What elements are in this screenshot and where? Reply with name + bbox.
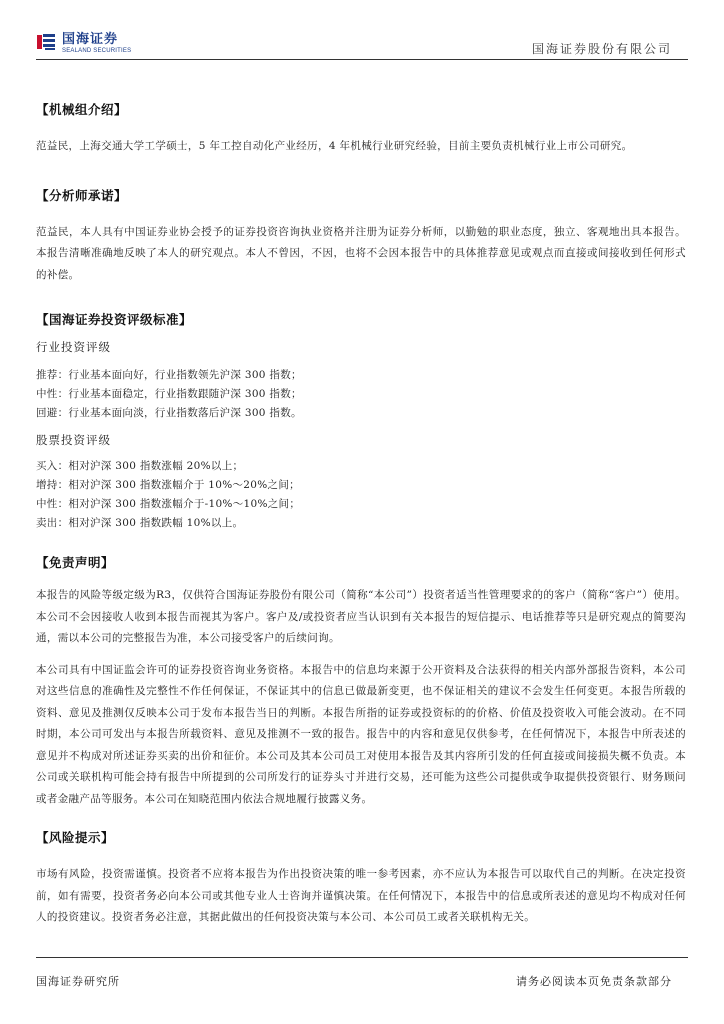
company-name: 国海证券股份有限公司 — [531, 42, 672, 56]
page-header — [0, 0, 724, 64]
disclaimer-paragraph-2: 本公司具有中国证监会许可的证券投资咨询业务资格。本报告中的信息均来源于公开资料及合法获得的相关内部外部报告资料，本公司对这些信息的准确性及完整性不作任何保证，不保证其中的信息已做最新变更，也不保证相关的建议不会发生任何变更。本报告所载的资料、意见及推测仅反映本公司于发布本报告当日的判断。本报告所指的证券或投资标的的价格、价值及投资收入可能会波动。在不同时期，本公司可发出与本报告所载资料、意见及推测不一致的报告。报告中的内容和意见仅供参考，在任何情况下，本报告中所表述的意见并不构成对所述证券买卖的出价和征价。本公司及其本公司员工对使用本报告及其内容所引发的任何直接或间接损失概不负责。本公司或关联机构可能会持有报告中所提到的公司所发行的证券头寸并进行交易，还可能为这些公司提供或争取提供投资银行、财务顾问或者金融产品等服务。本公司在知晓范围内依法合规地履行披露义务。 — [36, 663, 686, 805]
sealand-logo-icon — [36, 33, 56, 51]
disclaimer-section-title: 【免责声明】 — [36, 555, 115, 570]
industry-rating-item: 推荐：行业基本面向好，行业指数领先沪深 300 指数； — [36, 369, 302, 381]
footer-divider — [36, 957, 688, 958]
team-section — [36, 100, 686, 158]
risk-section — [36, 828, 686, 929]
team-section-title: 【机械组介绍】 — [36, 102, 128, 117]
rating-section-title: 【国海证券投资评级标准】 — [36, 312, 193, 327]
team-section-text: 范益民，上海交通大学工学硕士，5 年工控自动化产业经历，4 年机械行业研究经验，目前主要负责机械行业上市公司研究。 — [36, 140, 633, 152]
stock-rating-title: 股票投资评级 — [36, 433, 111, 447]
industry-rating-item: 中性：行业基本面稳定，行业指数跟随沪深 300 指数； — [36, 388, 302, 400]
page-content — [36, 100, 686, 929]
logo-chinese-name: 国海证券 — [62, 32, 119, 47]
industry-rating-item: 回避：行业基本面向淡，行业指数落后沪深 300 指数。 — [36, 407, 302, 419]
stock-rating-item: 增持：相对沪深 300 指数涨幅介于 10%～20%之间； — [36, 479, 300, 491]
analyst-section-text: 范益民，本人具有中国证券业协会授予的证券投资咨询执业资格并注册为证券分析师，以勤勉的职业态度，独立、客观地出具本报告。本报告清晰准确地反映了本人的研究观点。本人不曾因，不因，也将不会因本报告中的具体推荐意见或观点而直接或间接收到任何形式的补偿。 — [36, 225, 686, 281]
footer-institute: 国海证券研究所 — [36, 975, 120, 988]
industry-rating-title: 行业投资评级 — [36, 340, 111, 354]
analyst-section — [36, 186, 686, 287]
disclaimer-paragraph-1: 本报告的风险等级定级为R3，仅供符合国海证券股份有限公司（简称“本公司”）投资者适当性管理要求的的客户（简称“客户”）使用。本公司不会因接收人收到本报告而视其为客户。客户及/或投资者应当认识到有关本报告的短信提示、电话推荐等只是研究观点的简要沟通，需以本公司的完整报告为准，本公司接受客户的后续问询。 — [36, 589, 686, 644]
analyst-section-title: 【分析师承诺】 — [36, 187, 128, 203]
footer-notice: 请务必阅读本页免责条款部分 — [516, 975, 672, 988]
stock-rating-item: 卖出：相对沪深 300 指数跌幅 10%以上。 — [36, 517, 244, 529]
risk-section-text: 市场有风险，投资需谨慎。投资者不应将本报告为作出投资决策的唯一参考因素，亦不应认为本报告可以取代自己的判断。在决定投资前，如有需要，投资者务必向本公司或其他专业人士咨询并谨慎决策。在任何情况下，本报告中的信息或所表述的意见均不构成对任何人的投资建议。投资者务必注意，其据此做出的任何投资决策与本公司、本公司员工或者关联机构无关。 — [36, 868, 686, 923]
stock-rating-item: 买入：相对沪深 300 指数涨幅 20%以上； — [36, 460, 244, 472]
company-logo — [36, 33, 131, 55]
logo-english-name: SEALAND SECURITIES — [62, 48, 132, 54]
disclaimer-section — [36, 553, 686, 810]
header-divider — [36, 59, 688, 60]
risk-section-title: 【风险提示】 — [36, 830, 115, 845]
rating-section — [36, 310, 686, 533]
stock-rating-item: 中性：相对沪深 300 指数涨幅介于-10%～10%之间； — [36, 498, 301, 510]
